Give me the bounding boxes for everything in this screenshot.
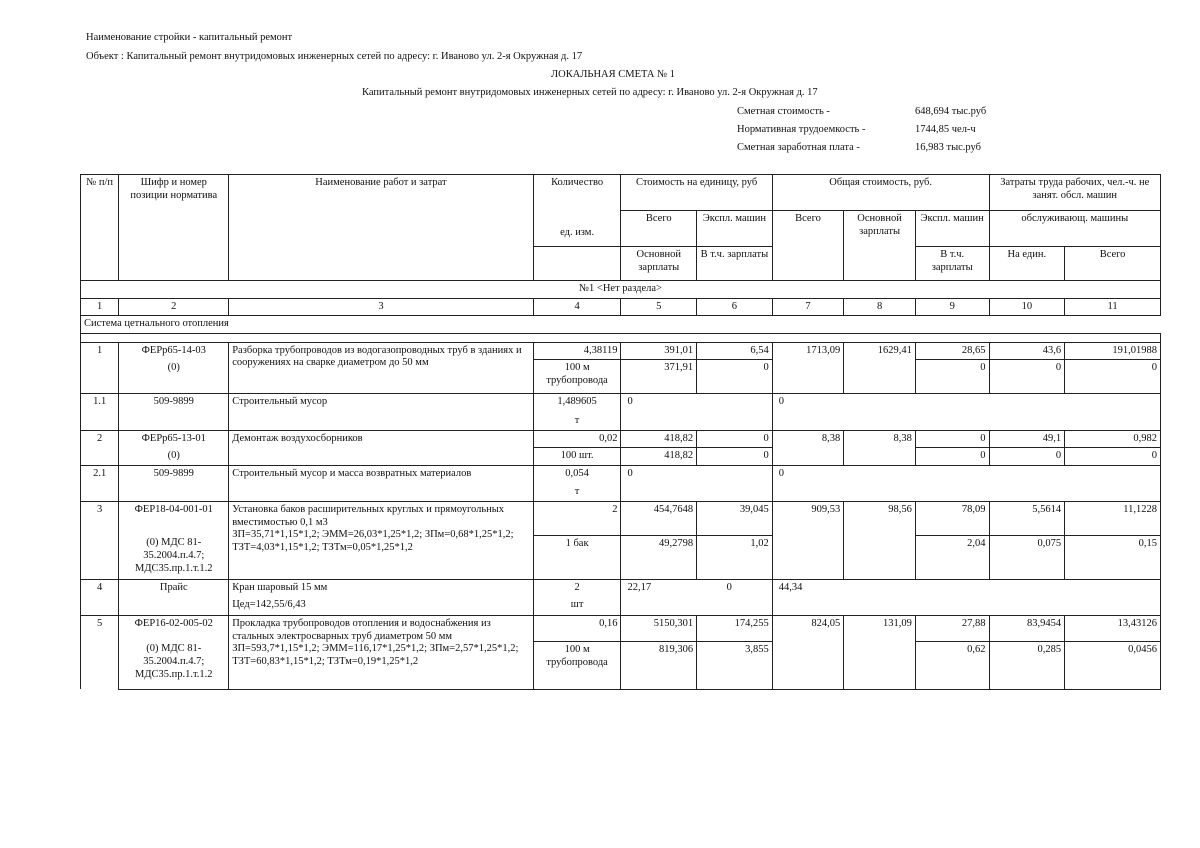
row-formula: Цед=142,55/6,43 xyxy=(232,598,306,610)
hdr-qty: Количество xyxy=(533,175,621,211)
row-empty xyxy=(772,448,844,466)
row-code2: (0) МДС 81-35.2004.п.4.7; МДС35.пр.1.т.1.2 xyxy=(119,641,229,689)
row-c6: 6,54 xyxy=(697,342,773,360)
row-c8: 98,56 xyxy=(844,501,916,535)
row-c10b: 0 xyxy=(989,448,1065,466)
col-number: 2 xyxy=(119,298,229,316)
row-c10b: 0,075 xyxy=(989,535,1065,579)
row-qty: 0,16 xyxy=(533,615,621,641)
row-c11: 191,01988 xyxy=(1065,342,1161,360)
hdr-num: № п/п xyxy=(81,175,119,281)
row-code: ФЕР18-04-001-01 xyxy=(119,501,229,535)
summary-wage xyxy=(737,142,981,155)
row-code2: (0) xyxy=(119,448,229,466)
estimate-table xyxy=(80,174,1161,690)
row-empty xyxy=(844,465,1161,501)
summary-labor xyxy=(737,124,976,137)
row-qty-unit xyxy=(533,465,621,501)
col-number: 10 xyxy=(989,298,1065,316)
table-row xyxy=(81,342,1161,360)
row-c8: 8,38 xyxy=(844,430,916,448)
row-empty xyxy=(844,579,1161,615)
row-code2: (0) МДС 81-35.2004.п.4.7; МДС35.пр.1.т.1.2 xyxy=(119,535,229,579)
row-unit: т xyxy=(574,486,580,498)
hdr-all: Всего xyxy=(621,211,697,247)
table-row xyxy=(81,501,1161,535)
row-c8: 1629,41 xyxy=(844,342,916,360)
hdr-empty xyxy=(772,247,844,281)
row-code2: (0) xyxy=(119,360,229,394)
hdr-total-cost: Общая стоимость, руб. xyxy=(772,175,989,211)
row-c5: 0 xyxy=(621,394,697,430)
row-name: Кран шаровый 15 мм xyxy=(232,581,328,593)
row-c11b: 0 xyxy=(1065,448,1161,466)
row-empty xyxy=(772,360,844,394)
row-qty: 2 xyxy=(574,581,580,593)
row-code: ФЕРр65-13-01 xyxy=(119,430,229,448)
estimate-subtitle: Капитальный ремонт внутридомовых инженерных сетей по адресу: г. Иваново ул. 2-я Окружная д. 17 xyxy=(362,87,818,98)
hdr-machines: Экспл. машин xyxy=(697,211,773,247)
col-number: 7 xyxy=(772,298,844,316)
row-name: Демонтаж воздухосборников xyxy=(229,430,534,465)
row-c6b: 0 xyxy=(697,448,773,466)
row-c9b: 2,04 xyxy=(915,535,989,579)
col-number: 1 xyxy=(81,298,119,316)
summary-wage-label: Сметная заработная плата - xyxy=(737,142,860,153)
hdr-all3: Всего xyxy=(1065,247,1161,281)
hdr-unit-cost: Стоимость на единицу, руб xyxy=(621,175,772,211)
hdr-basic-wage: Основной зарплаты xyxy=(844,211,916,247)
row-empty xyxy=(844,448,916,466)
row-c10: 43,6 xyxy=(989,342,1065,360)
row-c9: 0 xyxy=(915,430,989,448)
row-c5b: 819,306 xyxy=(621,641,697,689)
col-numbers-row xyxy=(81,298,1161,316)
row-unit: 100 м трубопровода xyxy=(533,360,621,394)
row-c9b: 0 xyxy=(915,360,989,394)
row-empty xyxy=(697,465,773,501)
row-empty xyxy=(697,394,773,430)
row-c7: 909,53 xyxy=(772,501,844,535)
hdr-empty xyxy=(844,247,916,281)
construction-title: Наименование стройки - капитальный ремонт xyxy=(86,32,293,43)
row-c10b: 0 xyxy=(989,360,1065,394)
row-c6: 0 xyxy=(697,579,773,615)
row-name: Установка баков расширительных круглых и прямоугольных вместимостью 0,1 м3 xyxy=(232,503,505,528)
row-c6: 39,045 xyxy=(697,501,773,535)
row-c8: 131,09 xyxy=(844,615,916,641)
table-row xyxy=(81,430,1161,448)
row-c9: 78,09 xyxy=(915,501,989,535)
row-formula: ЗП=35,71*1,15*1,2; ЭММ=26,03*1,25*1,2; ЗПм=0,68*1,25*1,2; ТЗТ=4,03*1,15*1,2; ТЗТм=0,05*1,25*1,2 xyxy=(232,529,514,553)
row-c7: 0 xyxy=(772,394,844,430)
row-code: 509-9899 xyxy=(119,465,229,501)
col-number: 4 xyxy=(533,298,621,316)
row-empty xyxy=(772,641,844,689)
section-label: №1 <Нет раздела> xyxy=(81,281,1161,299)
row-c6b: 3,855 xyxy=(697,641,773,689)
row-empty xyxy=(844,641,916,689)
row-c6: 174,255 xyxy=(697,615,773,641)
table-row xyxy=(81,615,1161,641)
row-num: 3 xyxy=(81,501,119,579)
row-c10b: 0,285 xyxy=(989,641,1065,689)
row-c11: 13,43126 xyxy=(1065,615,1161,641)
col-number: 11 xyxy=(1065,298,1161,316)
section-title: Система цетнального отопления xyxy=(81,316,1161,334)
row-empty xyxy=(844,394,1161,430)
row-c11b: 0,15 xyxy=(1065,535,1161,579)
section-title-row xyxy=(81,316,1161,334)
row-c11b: 0,0456 xyxy=(1065,641,1161,689)
object-title: Объект : Капитальный ремонт внутридомовых инженерных сетей по адресу: г. Иваново ул. 2-я Окружная д. 17 xyxy=(86,51,583,62)
row-num: 1.1 xyxy=(81,394,119,430)
row-c7: 1713,09 xyxy=(772,342,844,360)
row-name: Строительный мусор и масса возвратных материалов xyxy=(229,465,534,501)
row-c5: 454,7648 xyxy=(621,501,697,535)
gap xyxy=(81,333,1161,342)
row-name: Разборка трубопроводов из водогазопроводных труб в зданиях и сооружениях на сварке диаметром до 50 мм xyxy=(229,342,534,394)
row-name-cell xyxy=(229,615,534,689)
summary-cost xyxy=(737,106,987,119)
hdr-incl-wage: В т.ч. зарплаты xyxy=(697,247,773,281)
row-c5: 418,82 xyxy=(621,430,697,448)
hdr-unit: ед. изм. xyxy=(533,211,621,247)
row-c9: 27,88 xyxy=(915,615,989,641)
row-c5: 391,01 xyxy=(621,342,697,360)
row-qty: 1,489605 xyxy=(557,396,597,408)
table-row xyxy=(81,465,1161,501)
row-c10: 49,1 xyxy=(989,430,1065,448)
row-num: 4 xyxy=(81,579,119,615)
row-c10: 83,9454 xyxy=(989,615,1065,641)
hdr-per-unit: На един. xyxy=(989,247,1065,281)
row-formula: ЗП=593,7*1,15*1,2; ЭММ=116,17*1,25*1,2; ЗПм=2,57*1,25*1,2; ТЗТ=60,83*1,15*1,2; ТЗТм=0,19*1,25*1,2 xyxy=(232,643,519,667)
hdr-serving: обслуживающ. машины xyxy=(989,211,1161,247)
gap-row xyxy=(81,333,1161,342)
summary-labor-value: 1744,85 чел-ч xyxy=(915,124,976,135)
row-empty xyxy=(844,535,916,579)
row-c7: 8,38 xyxy=(772,430,844,448)
row-qty-unit xyxy=(533,394,621,430)
row-code: Прайс xyxy=(119,579,229,615)
row-c9: 28,65 xyxy=(915,342,989,360)
row-name-cell xyxy=(229,579,534,615)
row-name-cell xyxy=(229,501,534,579)
col-number: 8 xyxy=(844,298,916,316)
header-row-1 xyxy=(81,175,1161,211)
col-number: 5 xyxy=(621,298,697,316)
row-qty-unit xyxy=(533,579,621,615)
row-c7: 44,34 xyxy=(772,579,844,615)
col-number: 9 xyxy=(915,298,989,316)
row-code: 509-9899 xyxy=(119,394,229,430)
row-empty xyxy=(844,360,916,394)
row-c7: 824,05 xyxy=(772,615,844,641)
row-empty xyxy=(772,535,844,579)
row-c5b: 49,2798 xyxy=(621,535,697,579)
row-unit: т xyxy=(574,414,580,426)
row-unit: 100 м трубопровода xyxy=(533,641,621,689)
row-qty: 0,054 xyxy=(565,467,589,479)
summary-cost-label: Сметная стоимость - xyxy=(737,106,830,117)
row-c5: 0 xyxy=(621,465,697,501)
row-num: 2 xyxy=(81,430,119,465)
row-num: 1 xyxy=(81,342,119,394)
row-qty: 4,38119 xyxy=(533,342,621,360)
col-number: 6 xyxy=(697,298,773,316)
row-unit: 100 шт. xyxy=(533,448,621,466)
row-c11b: 0 xyxy=(1065,360,1161,394)
hdr-labor: Затраты труда рабочих, чел.-ч. не занят. обсл. машин xyxy=(989,175,1161,211)
row-qty: 0,02 xyxy=(533,430,621,448)
row-c9b: 0,62 xyxy=(915,641,989,689)
row-c11: 0,982 xyxy=(1065,430,1161,448)
row-c5b: 371,91 xyxy=(621,360,697,394)
row-code: ФЕРр65-14-03 xyxy=(119,342,229,360)
row-unit: шт xyxy=(570,598,584,610)
row-c7: 0 xyxy=(772,465,844,501)
row-c6b: 1,02 xyxy=(697,535,773,579)
hdr-basic-wage2: Основной зарплаты xyxy=(621,247,697,281)
row-c10: 5,5614 xyxy=(989,501,1065,535)
row-c11: 11,1228 xyxy=(1065,501,1161,535)
hdr-name: Наименование работ и затрат xyxy=(229,175,534,281)
row-name: Строительный мусор xyxy=(229,394,534,430)
col-number: 3 xyxy=(229,298,534,316)
row-c6b: 0 xyxy=(697,360,773,394)
summary-cost-value: 648,694 тыс.руб xyxy=(915,106,987,117)
row-c6: 0 xyxy=(697,430,773,448)
table-row xyxy=(81,394,1161,430)
hdr-all2: Всего xyxy=(772,211,844,247)
row-c5: 22,17 xyxy=(621,579,697,615)
row-code: ФЕР16-02-005-02 xyxy=(119,615,229,641)
row-c5b: 418,82 xyxy=(621,448,697,466)
row-c9b: 0 xyxy=(915,448,989,466)
summary-wage-value: 16,983 тыс.руб xyxy=(915,142,981,153)
hdr-incl-wage2: В т.ч. зарплаты xyxy=(915,247,989,281)
row-qty: 2 xyxy=(533,501,621,535)
estimate-title: ЛОКАЛЬНАЯ СМЕТА № 1 xyxy=(551,69,675,80)
section-label-row xyxy=(81,281,1161,299)
row-name: Прокладка трубопроводов отопления и водоснабжения из стальных электросварных труб диаметром 50 мм xyxy=(232,617,491,642)
row-num: 5 xyxy=(81,615,119,689)
hdr-machines2: Экспл. машин xyxy=(915,211,989,247)
hdr-code: Шифр и номер позиции норматива xyxy=(119,175,229,281)
row-c5: 5150,301 xyxy=(621,615,697,641)
summary-labor-label: Нормативная трудоемкость - xyxy=(737,124,866,135)
row-unit: 1 бак xyxy=(533,535,621,579)
row-num: 2.1 xyxy=(81,465,119,501)
table-row xyxy=(81,579,1161,615)
hdr-empty xyxy=(533,247,621,281)
